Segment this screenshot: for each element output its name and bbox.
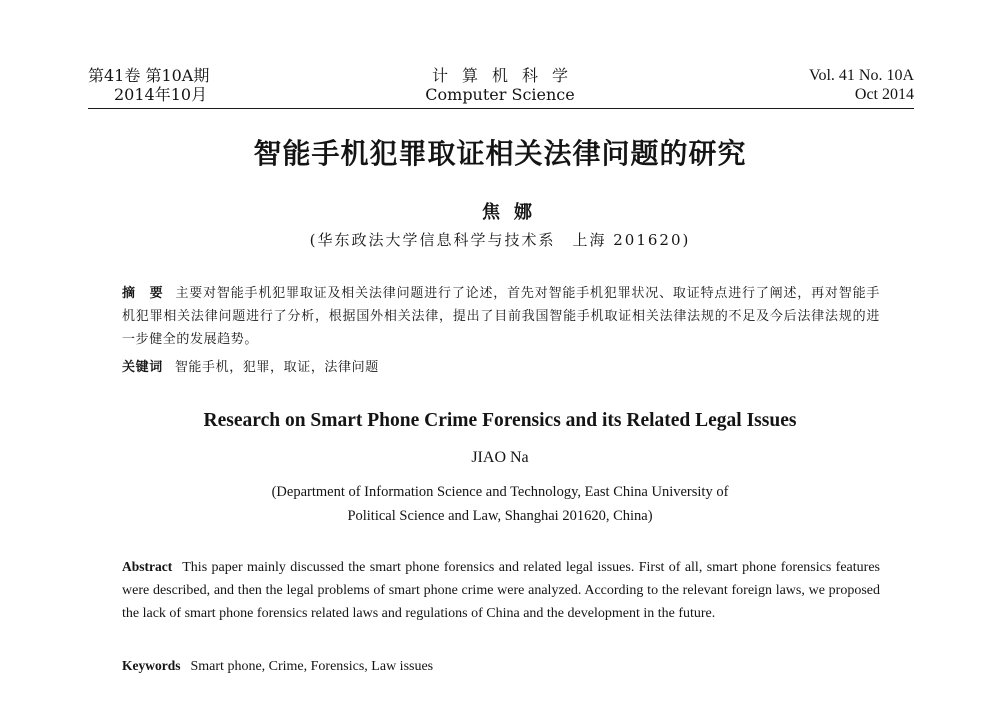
abstract-text-en: This paper mainly discussed the smart phone forensics and related legal issues. First of all, smart phone forensics features were described, and then the legal problems of smart phone crime were analyzed. According to the relevant foreign laws, we proposed the lack of smart phone forensics related laws and regulations of China and the development in the future. <box>122 560 880 621</box>
paper-title-en: Research on Smart Phone Crime Forensics and its Related Legal Issues <box>203 410 797 431</box>
keywords-label-en: Keywords <box>122 658 181 673</box>
header-volume-en-block <box>714 66 914 104</box>
abstract-en <box>122 555 880 625</box>
affiliation-cn: (华东政法大学信息科学与技术系 上海 201620) <box>309 231 691 249</box>
date-en: Oct 2014 <box>854 86 914 103</box>
volume-issue-en: Vol. 41 No. 10A <box>808 67 914 84</box>
keywords-text-en: Smart phone, Crime, Forensics, Law issues <box>190 659 434 674</box>
affiliation-en-line2: Political Science and Law, Shanghai 201620, China) <box>347 508 653 524</box>
affiliation-en-line1: (Department of Information Science and Technology, East China University of <box>271 484 729 500</box>
header-rule <box>88 108 914 109</box>
journal-name-en: Computer Science <box>425 85 575 104</box>
abstract-cn <box>122 282 880 351</box>
header-volume-block <box>88 66 288 104</box>
journal-name-cn: 计算机科学 <box>431 66 582 85</box>
volume-issue-cn: 第41卷 第10A期 <box>88 66 210 85</box>
abstract-label-cn: 摘 要 <box>122 286 164 301</box>
keywords-cn <box>122 358 880 378</box>
author-name-en: JIAO Na <box>471 449 529 466</box>
paper-title-cn: 智能手机犯罪取证相关法律问题的研究 <box>253 137 747 170</box>
keywords-label-cn: 关键词 <box>122 360 163 375</box>
author-name-cn: 焦娜 <box>482 202 546 223</box>
abstract-label-en: Abstract <box>122 559 173 574</box>
journal-name-block <box>380 66 620 104</box>
keywords-en <box>122 656 880 677</box>
keywords-text-cn: 智能手机，犯罪，取证，法律问题 <box>174 360 379 375</box>
affiliation-en <box>0 480 1000 528</box>
date-cn: 2014年10月 <box>114 85 208 104</box>
abstract-text-cn: 主要对智能手机犯罪取证及相关法律问题进行了论述，首先对智能手机犯罪状况、取证特点进行了阐述，再对智能手机犯罪相关法律问题进行了分析，根据国外相关法律，提出了目前我国智能手机取证相关法律法规的不足及今后法律法规的进一步健全的发展趋势。 <box>122 286 880 347</box>
